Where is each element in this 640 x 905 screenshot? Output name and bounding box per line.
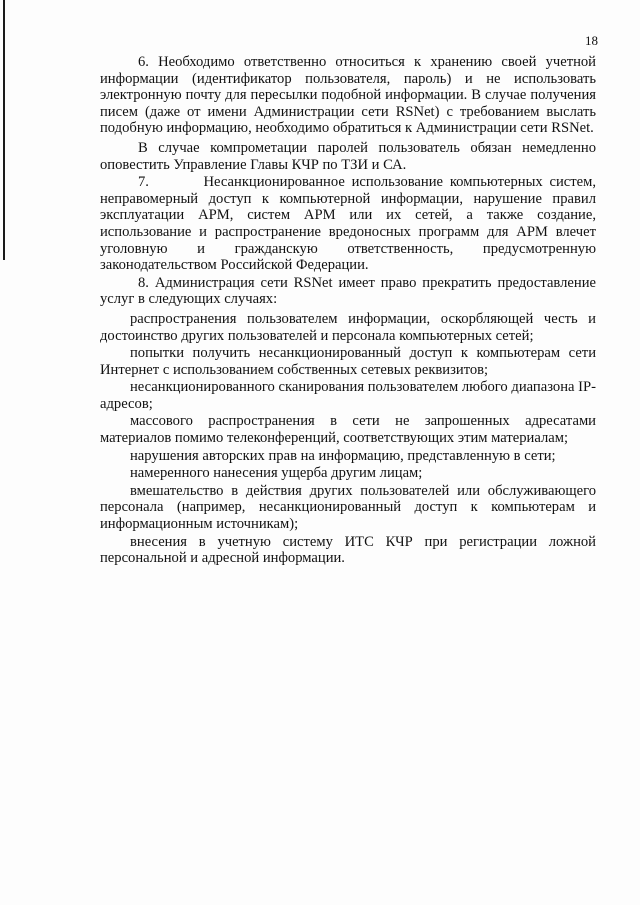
case-item: намеренного нанесения ущерба другим лицам;	[130, 465, 423, 482]
paragraph-7: 7. Несанкционированное использование компьютерных систем, неправомерный доступ к компьютерной информации, нарушение правил эксплуатации АРМ, систем АРМ или их сетей, а также создание, использование и распространение вредоносных программ для АРМ влечет уголовную и гражданскую ответственность, предусмотренную законодательством Российской Федерации.	[100, 174, 596, 274]
case-item: вмешательство в действия других пользователей или обслуживающего персонала (например, несанкционированный доступ к компьютерам и информационным источникам);	[100, 482, 596, 533]
document-body	[100, 54, 596, 568]
case-item: распространения пользователем информации, оскорбляющей честь и достоинство других пользователей и персонала компьютерных сетей;	[100, 310, 596, 344]
binding-edge-line	[3, 0, 5, 260]
case-item: внесения в учетную систему ИТС КЧР при регистрации ложной персональной и адресной информации.	[100, 533, 596, 567]
case-item: массового распространения в сети не запрошенных адресатами материалов помимо телеконференций, соответствующих этим материалам;	[100, 413, 596, 447]
paragraph-6: 6. Необходимо ответственно относиться к хранению своей учетной информации (идентификатор пользователя, пароль) и не использовать электронную почту для пересылки подобной информации. В случае получения писем (даже от имени Администрации сети RSNet) с требованием выслать подобную информацию, необходимо обратиться к Администрации сети RSNet.	[100, 54, 596, 137]
case-item: нарушения авторских прав на информацию, представленную в сети;	[130, 447, 556, 464]
page-number: 18	[585, 33, 598, 48]
case-item: несанкционированного сканирования пользователем любого диапазона IP-адресов;	[100, 379, 596, 412]
paragraph-6-compromise: В случае компрометации паролей пользователь обязан немедленно оповестить Управление Главы КЧР по ТЗИ и СА.	[100, 139, 596, 173]
case-item: попытки получить несанкционированный доступ к компьютерам сети Интернет с использованием собственных сетевых реквизитов;	[100, 345, 596, 378]
paragraph-8: 8. Администрация сети RSNet имеет право прекратить предоставление услуг в следующих случаях:	[100, 274, 596, 308]
